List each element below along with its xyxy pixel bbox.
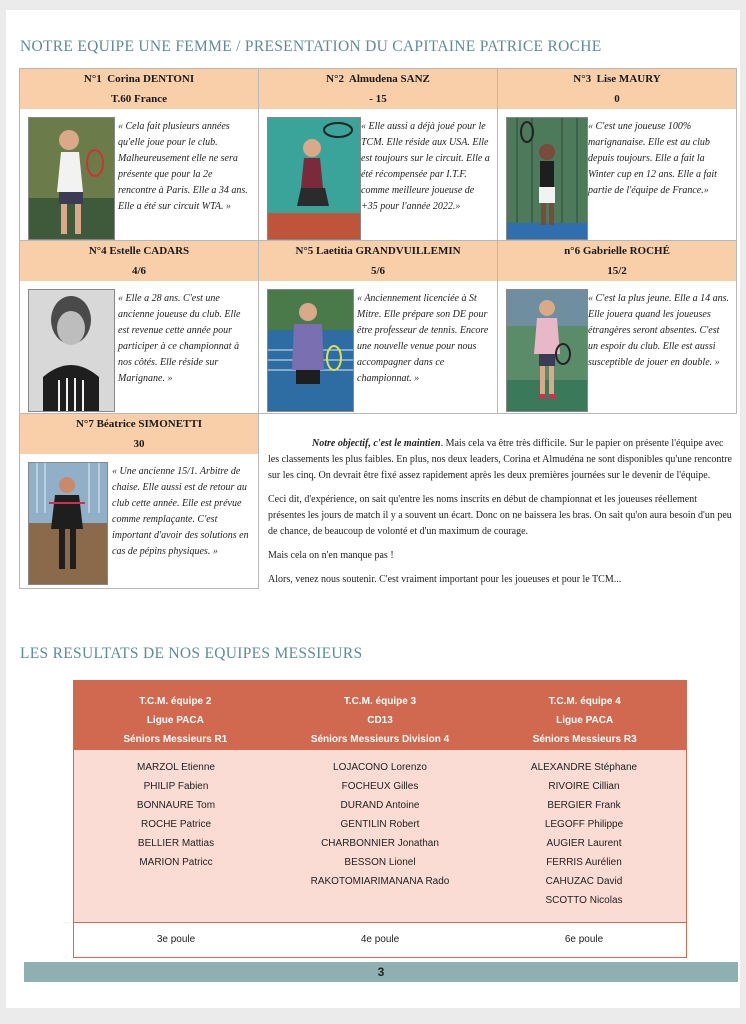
team-poule: 3e poule [156, 934, 196, 945]
objective-paragraph-1 [268, 436, 734, 484]
player-rank: 4/6 [131, 265, 147, 277]
player-name: Estelle CADARS [109, 245, 190, 257]
team-header [73, 680, 278, 750]
player-photo [267, 289, 354, 412]
objective-p1: . Mais cela va être très difficile. Sur le papier on présente l'équipe avec les classements les plus faibles. En plus, nos deux leaders, Corina et Almudéna ne sont disponibles qu'une rencontre sur les cinq. On devrait être fixé assez rapidement après les deux premières journées sur le devenir de l'équipe. [268, 438, 732, 481]
team-poule: 6e poule [564, 934, 604, 945]
player-number: n°6 [564, 245, 581, 257]
objective-paragraph-4: Alors, venez nous soutenir. C'est vraiment important pour les joueuses et pour le TCM... [268, 574, 622, 585]
player-card [20, 241, 259, 414]
player-name: Laetitia GRANDVUILLEMIN [316, 245, 461, 257]
roster-player: ALEXANDRE Stéphane [530, 762, 638, 773]
roster-player: GENTILIN Robert [340, 819, 420, 830]
player-name: Gabrielle ROCHÉ [582, 245, 670, 257]
roster-player: PHILIP Fabien [143, 781, 209, 792]
player-name: Almudena SANZ [348, 73, 430, 85]
results-section-title: LES RESULTATS DE NOS EQUIPES MESSIEURS [20, 645, 363, 662]
roster-player: BELLIER Mattias [137, 838, 215, 849]
roster-player: MARZOL Etienne [137, 762, 215, 773]
player-photo [28, 289, 115, 412]
player-photo [267, 117, 361, 240]
player-card [20, 69, 259, 241]
objective-paragraph-2: Ceci dit, d'expérience, on sait qu'entre les noms inscrits en début de championnat et les joueuses réellement présentes les jours de match il y a souvent un écart. Donc on ne baissera les bras. On sait qu'on aura besoin d'un peu de chance, de beaucoup de volonté et d'un maximum de courage. [268, 494, 732, 537]
team-section-title: NOTRE EQUIPE UNE FEMME / PRESENTATION DU CAPITAINE PATRICE ROCHE [20, 38, 602, 55]
team-division: Séniors Messieurs R1 [123, 734, 228, 745]
player-card [498, 69, 737, 241]
player-card [259, 69, 498, 241]
results-header [73, 680, 687, 750]
team-name: T.C.M. équipe 2 [139, 696, 212, 707]
team-roster [482, 758, 686, 922]
player-quote: « Elle a 28 ans. C'est une ancienne joueuse du club. Elle est revenue cette année pour participer à ce championnat à nos côtés. Elle réside sur Marignane. » [118, 293, 241, 384]
team-division: Séniors Messieurs R3 [532, 734, 637, 745]
roster-player: BERGIER Frank [547, 800, 621, 811]
player-rank: 0 [614, 93, 620, 105]
team-name: T.C.M. équipe 4 [548, 696, 621, 707]
roster-player: AUGIER Laurent [546, 838, 622, 849]
player-photo [506, 117, 588, 240]
player-card [498, 241, 737, 414]
player-name: Béatrice SIMONETTI [96, 418, 202, 430]
results-body [73, 750, 687, 922]
roster-player: RIVOIRE Cillian [548, 781, 620, 792]
roster-player: LEGOFF Philippe [544, 819, 624, 830]
player-rank: 5/6 [370, 265, 386, 277]
team-header [482, 680, 687, 750]
player-quote: « Elle aussi a déjà joué pour le TCM. Elle réside aux USA. Elle est toujours sur le circuit. Elle a été récompensée par I.T.F. comme meilleure joueuse de +35 pour l'année 2022.» [361, 121, 490, 212]
player-number: N°7 [75, 418, 94, 430]
player-number: N°5 [295, 245, 314, 257]
player-rank: 30 [133, 438, 145, 450]
player-quote: « C'est une joueuse 100% marignanaise. Elle est au club depuis toujours. Elle a fait la Winter cup en 12 ans. Elle a fait partie de l'équipe de France.» [588, 121, 717, 196]
player-number: N°4 [88, 245, 107, 257]
player-card [20, 414, 259, 589]
player-rank: - 15 [369, 93, 387, 105]
roster-player: CAHUZAC David [545, 876, 623, 887]
roster-player: DURAND Antoine [340, 800, 420, 811]
player-photo [28, 117, 115, 240]
player-name: Corina DENTONI [107, 73, 195, 85]
results-table [73, 680, 687, 958]
roster-player: FERRIS Aurélien [546, 857, 622, 868]
results-footer [73, 922, 687, 958]
player-number: N°2 [326, 73, 344, 85]
player-quote: « Une ancienne 15/1. Arbitre de chaise. Elle aussi est de retour au club cette année. Elle est prévue comme remplaçante. C'est important d'avoir des solutions en cas de pépins physiques. » [112, 466, 249, 557]
team-roster [278, 758, 482, 922]
roster-player: FOCHEUX Gilles [341, 781, 419, 792]
team-league: Ligue PACA [556, 715, 614, 726]
page-number-bar [24, 962, 738, 982]
player-quote: « Cela fait plusieurs années qu'elle joue pour le club. Malheureusement elle ne sera présente que pour la 2e rencontre à Paris. Elle a 34 ans. Elle a été sur circuit WTA. » [118, 121, 248, 212]
player-number: N°1 [83, 73, 102, 85]
player-rank: 15/2 [607, 265, 627, 277]
player-quote: « Anciennement licenciée à St Mitre. Elle prépare son DE pour être professeur de tennis. Encore une nouvelle venue pour nous accompagner dans ce championnat. » [357, 293, 489, 384]
player-number: N°3 [573, 73, 592, 85]
player-rank: T.60 France [110, 93, 167, 105]
objective-lead: Notre objectif, c'est le maintien [312, 438, 441, 449]
player-photo [28, 462, 108, 585]
roster-player: BONNAURE Tom [136, 800, 216, 811]
roster-player: SCOTTO Nicolas [545, 895, 623, 906]
player-quote: « C'est la plus jeune. Elle a 14 ans. Elle jouera quand les joueuses étrangères seront absentes. C'est un espoir du club. Elle est aussi susceptible de jouer en double. » [588, 293, 730, 368]
roster-player: LOJACONO Lorenzo [333, 762, 427, 773]
page-number: 3 [377, 965, 385, 979]
roster-player: RAKOTOMIARIMANANA Rado [310, 876, 450, 887]
team-division: Séniors Messieurs Division 4 [310, 734, 450, 745]
objective-paragraph-3: Mais cela on n'en manque pas ! [268, 550, 394, 561]
roster-player: ROCHE Patrice [140, 819, 211, 830]
roster-player: BESSON Lionel [344, 857, 416, 868]
team-league: CD13 [367, 715, 393, 726]
roster-player: CHARBONNIER Jonathan [321, 838, 439, 849]
team-name: T.C.M. équipe 3 [343, 696, 417, 707]
roster-player: MARION Patricc [139, 857, 213, 868]
team-roster [74, 758, 278, 922]
player-card [259, 241, 498, 414]
team-league: Ligue PACA [146, 715, 204, 726]
player-name: Lise MAURY [596, 73, 661, 85]
team-poule: 4e poule [360, 934, 400, 945]
objective-text [268, 436, 734, 596]
player-photo [506, 289, 588, 412]
team-header [278, 680, 483, 750]
